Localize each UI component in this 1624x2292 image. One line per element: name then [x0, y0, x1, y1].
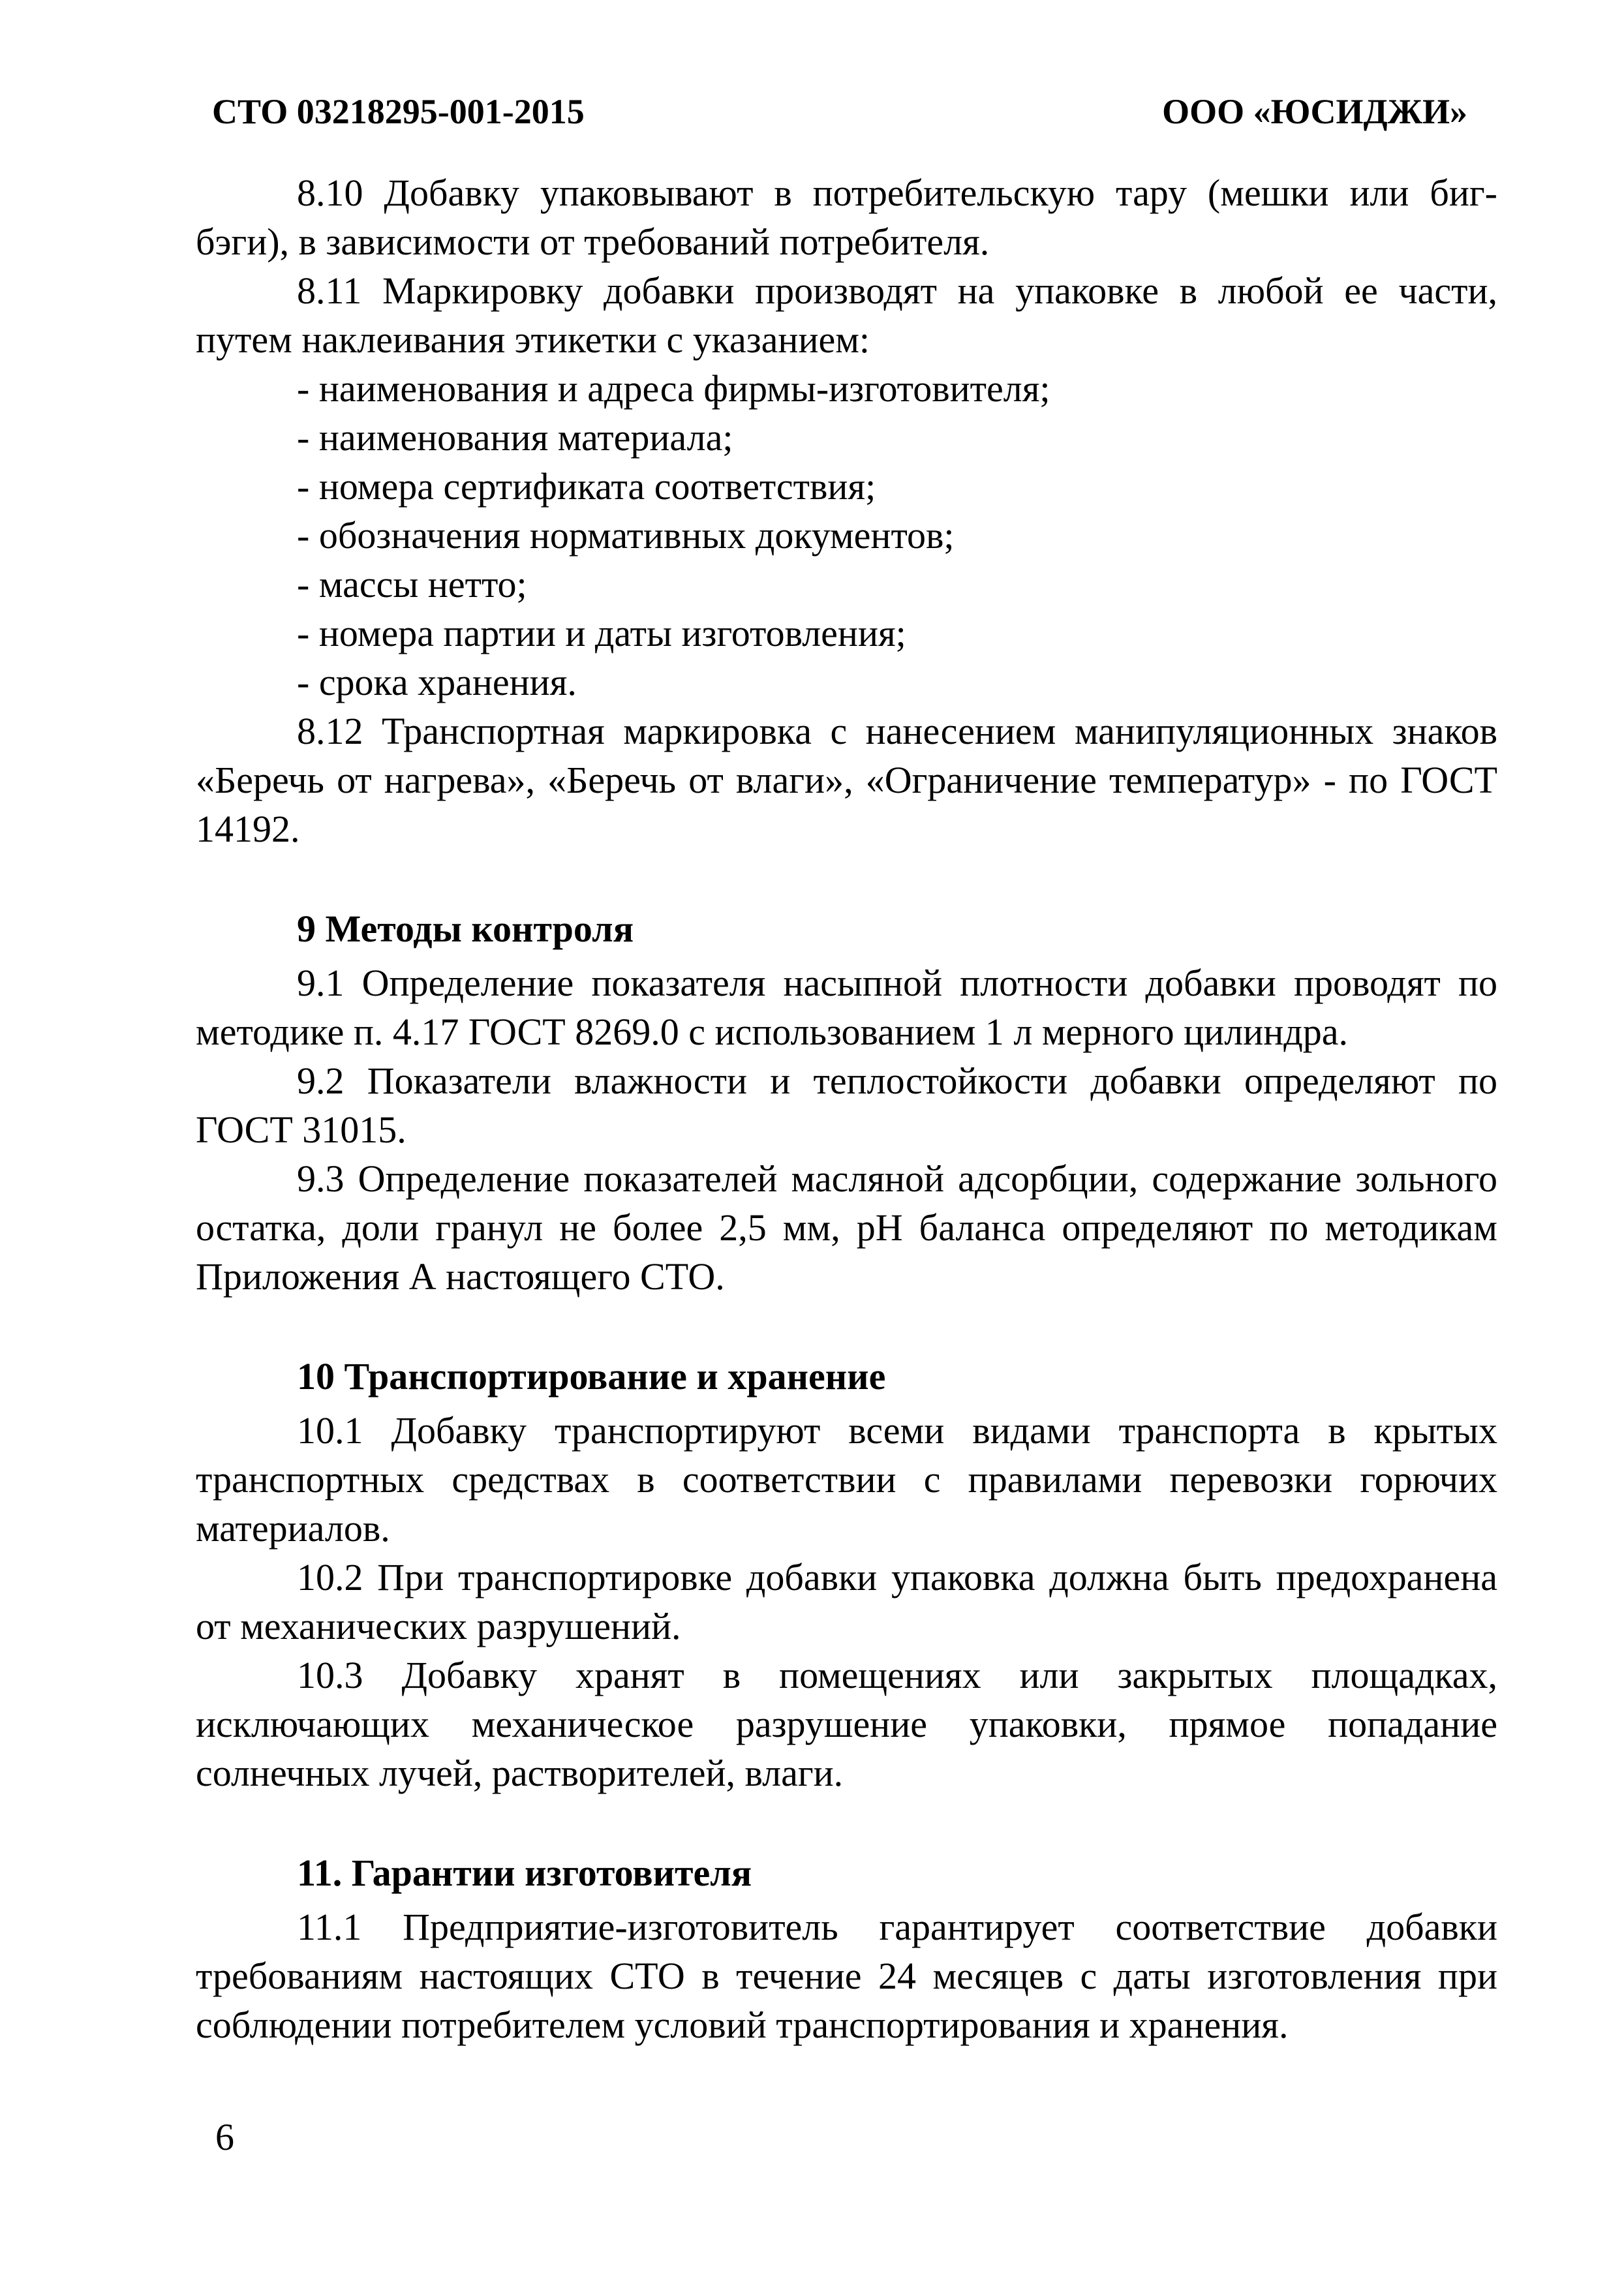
paragraph-11-1: 11.1 Предприятие-изготовитель гарантирует соответствие добавки требованиям настоящих СТО в течение 24 месяцев с даты изготовления при соблюдении потребителем условий транспортирования и хранения.	[196, 1906, 1497, 2046]
paragraph-8-11: 8.11 Маркировку добавки производят на упаковке в любой ее части, путем наклеивания этикетки с указанием:	[196, 269, 1497, 361]
list-item: - наименования и адреса фирмы-изготовителя;	[297, 367, 1050, 410]
list-item: - номера партии и даты изготовления;	[297, 612, 906, 654]
paragraph-9-3: 9.3 Определение показателей масляной адсорбции, содержание зольного остатка, доли гранул не более 2,5 мм, pH баланса определяют по методикам Приложения А настоящего СТО.	[196, 1157, 1497, 1298]
paragraph-10-3: 10.3 Добавку хранят в помещениях или закрытых площадках, исключающих механическое разрушение упаковки, прямое попадание солнечных лучей, растворителей, влаги.	[196, 1654, 1497, 1794]
paragraph-8-12: 8.12 Транспортная маркировка с нанесением манипуляционных знаков «Беречь от нагрева», «Беречь от влаги», «Ограничение температур» - по ГОСТ 14192.	[196, 710, 1497, 850]
paragraph-9-1: 9.1 Определение показателя насыпной плотности добавки проводят по методике п. 4.17 ГОСТ 8269.0 с использованием 1 л мерного цилиндра.	[196, 962, 1497, 1053]
list-item: - номера сертификата соответствия;	[297, 465, 876, 508]
list-item: - массы нетто;	[297, 563, 527, 605]
paragraph-10-2: 10.2 При транспортировке добавки упаковка должна быть предохранена от механических разрушений.	[196, 1556, 1497, 1647]
list-item: - срока хранения.	[297, 661, 577, 703]
page-number: 6	[215, 2116, 234, 2158]
section-10-heading: 10 Транспортирование и хранение	[297, 1355, 886, 1398]
document-code: СТО 03218295-001-2015	[212, 92, 585, 131]
section-9-heading: 9 Методы контроля	[297, 908, 634, 950]
paragraph-8-10: 8.10 Добавку упаковывают в потребительскую тару (мешки или биг-бэги), в зависимости от требований потребителя.	[196, 172, 1497, 263]
document-body	[196, 168, 1497, 2049]
list-item: - наименования материала;	[297, 416, 733, 459]
paragraph-10-1: 10.1 Добавку транспортируют всеми видами транспорта в крытых транспортных средствах в соответствии с правилами перевозки горючих материалов.	[196, 1409, 1497, 1550]
list-item: - обозначения нормативных документов;	[297, 514, 955, 557]
marking-list	[196, 364, 1497, 707]
section-11-heading: 11. Гарантии изготовителя	[297, 1852, 752, 1894]
company-name: ООО «ЮСИДЖИ»	[1162, 92, 1467, 131]
paragraph-9-2: 9.2 Показатели влажности и теплостойкости добавки определяют по ГОСТ 31015.	[196, 1060, 1497, 1151]
